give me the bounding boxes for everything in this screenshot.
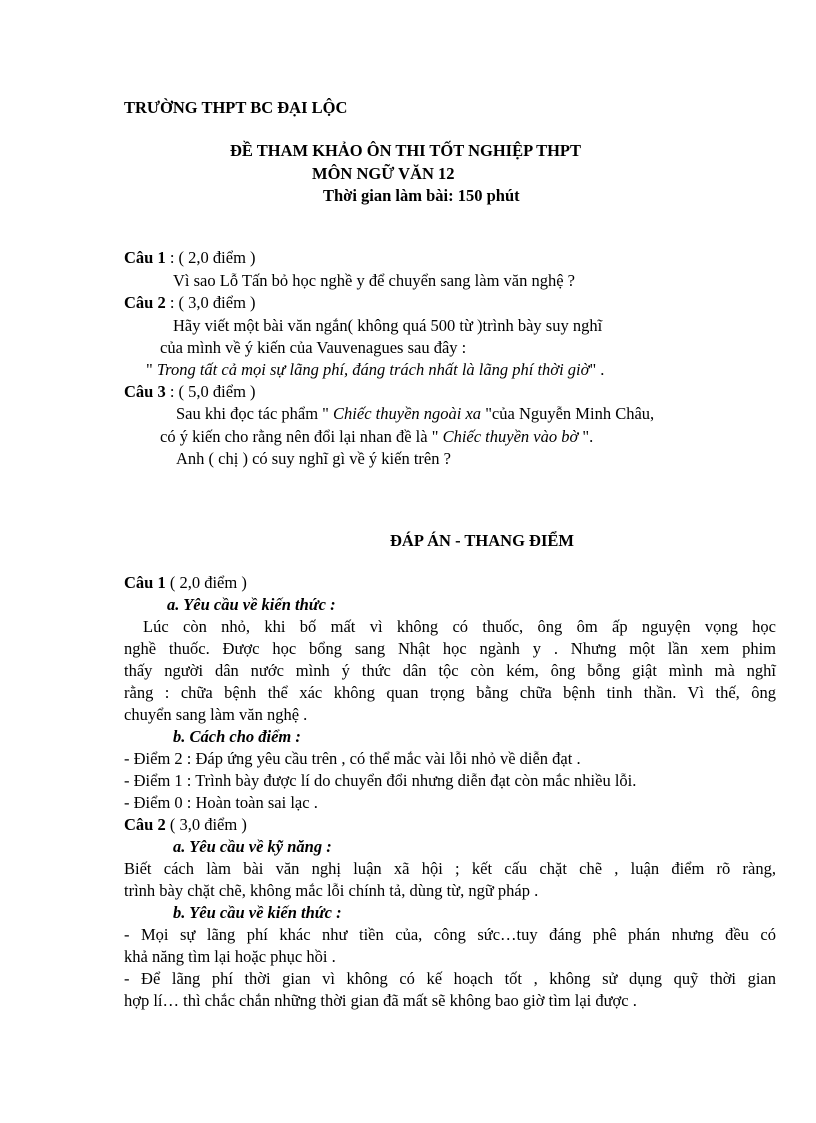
- q3-line1-end: "của Nguyễn Minh Châu,: [481, 404, 655, 423]
- answer-1-knowledge-heading: a. Yêu cầu về kiến thức :: [167, 595, 336, 614]
- answer-1-para-line-4: rằng : chữa bệnh thể xác không quan trọng bằng chữa bệnh tinh thần. Vì thế, ông: [124, 683, 776, 702]
- question-2-points: : ( 3,0 điểm ): [165, 293, 256, 312]
- answer-1-heading: [124, 573, 247, 593]
- q3-line1-start: Sau khi đọc tác phẩm ": [176, 404, 334, 423]
- q3-line2-start: có ý kiến cho rằng nên đổi lại nhan đề là ": [160, 427, 443, 446]
- answer-1-para-line-5: chuyển sang làm văn nghệ .: [124, 705, 308, 724]
- exam-title: ĐỀ THAM KHẢO ÔN THI TỐT NGHIỆP THPT: [230, 141, 582, 160]
- answer-2-heading: [124, 815, 247, 835]
- answer-1-score-1: - Điểm 1 : Trình bày được lí do chuyển đổi nhưng diễn đạt còn mắc nhiều lỗi.: [124, 771, 637, 790]
- answer-2-point-1-line-1: - Mọi sự lãng phí khác như tiền của, công sức…tuy đáng phê phán nhưng đều có: [124, 925, 776, 944]
- question-3-heading: [124, 382, 256, 402]
- question-2-line-1: Hãy viết một bài văn ngắn( không quá 500 từ )trình bày suy nghĩ: [173, 316, 603, 335]
- question-1-label: Câu 1: [124, 248, 166, 267]
- quote-close: " .: [589, 360, 605, 379]
- question-3-points: : ( 5,0 điểm ): [165, 382, 256, 401]
- answer-2-knowledge-heading: b. Yêu cầu về kiến thức :: [173, 903, 342, 922]
- answer-2-point-2-line-2: hợp lí… thì chắc chắn những thời gian đã mất sẽ không bao giờ tìm lại được .: [124, 991, 637, 1010]
- question-3-line-3: Anh ( chị ) có suy nghĩ gì về ý kiến trên ?: [176, 449, 451, 468]
- subject-title: MÔN NGỮ VĂN 12: [312, 164, 455, 183]
- question-3-line-2: [160, 427, 593, 447]
- answer-2-label: Câu 2: [124, 815, 166, 834]
- question-3-label: Câu 3: [124, 382, 166, 401]
- answer-1-para-line-3: thấy người dân nước mình ý thức dân tộc còn kém, ông bỗng giật mình mà nghĩ: [124, 661, 776, 680]
- answer-2-points: ( 3,0 điểm ): [165, 815, 247, 834]
- answer-2-skill-heading: a. Yêu cầu về kỹ năng :: [173, 837, 332, 856]
- answer-1-score-2: - Điểm 2 : Đáp ứng yêu cầu trên , có thể mắc vài lỗi nhỏ về diễn đạt .: [124, 749, 581, 768]
- question-2-quote: [146, 360, 604, 380]
- question-3-line-1: [176, 404, 654, 424]
- quote-text: Trong tất cả mọi sự lãng phí, đáng trách nhất là lãng phí thời giờ: [156, 360, 590, 379]
- question-1-text: Vì sao Lỗ Tấn bỏ học nghề y để chuyển sang làm văn nghệ ?: [173, 271, 576, 290]
- school-name: TRƯỜNG THPT BC ĐẠI LỘC: [124, 98, 348, 117]
- question-2-label: Câu 2: [124, 293, 166, 312]
- q3-work-title: Chiếc thuyền ngoài xa: [333, 404, 482, 423]
- answer-1-label: Câu 1: [124, 573, 166, 592]
- question-2-line-2: của mình về ý kiến của Vauvenagues sau đây :: [160, 338, 467, 357]
- answer-1-para-line-1: Lúc còn nhỏ, khi bố mất vì không có thuốc, ông ôm ấp nguyện vọng học: [143, 617, 776, 636]
- question-1-heading: [124, 248, 256, 268]
- question-1-points: : ( 2,0 điểm ): [165, 248, 256, 267]
- exam-time: Thời gian làm bài: 150 phút: [323, 186, 520, 205]
- answer-2-point-1-line-2: khả năng tìm lại hoặc phục hồi .: [124, 947, 336, 966]
- quote-open: ": [146, 360, 157, 379]
- answer-2-skill-line-2: trình bày chặt chẽ, không mắc lỗi chính tả, dùng từ, ngữ pháp .: [124, 881, 539, 900]
- answer-1-para-line-2: nghề thuốc. Được học bổng sang Nhật học ngành y . Nhưng một lần xem phim: [124, 639, 776, 658]
- q3-new-title: Chiếc thuyền vào bờ: [442, 427, 579, 446]
- answer-1-scoring-heading: b. Cách cho điểm :: [173, 727, 301, 746]
- question-2-heading: [124, 293, 256, 313]
- answer-1-score-0: - Điểm 0 : Hoàn toàn sai lạc .: [124, 793, 318, 812]
- answer-key-title: ĐÁP ÁN - THANG ĐIỂM: [390, 531, 574, 550]
- answer-2-skill-line-1: Biết cách làm bài văn nghị luận xã hội ; kết cấu chặt chẽ , luận điểm rõ ràng,: [124, 859, 776, 878]
- q3-line2-end: ".: [578, 427, 594, 446]
- answer-2-point-2-line-1: - Để lãng phí thời gian vì không có kế hoạch tốt , không sử dụng quỹ thời gian: [124, 969, 776, 988]
- answer-1-points: ( 2,0 điểm ): [165, 573, 247, 592]
